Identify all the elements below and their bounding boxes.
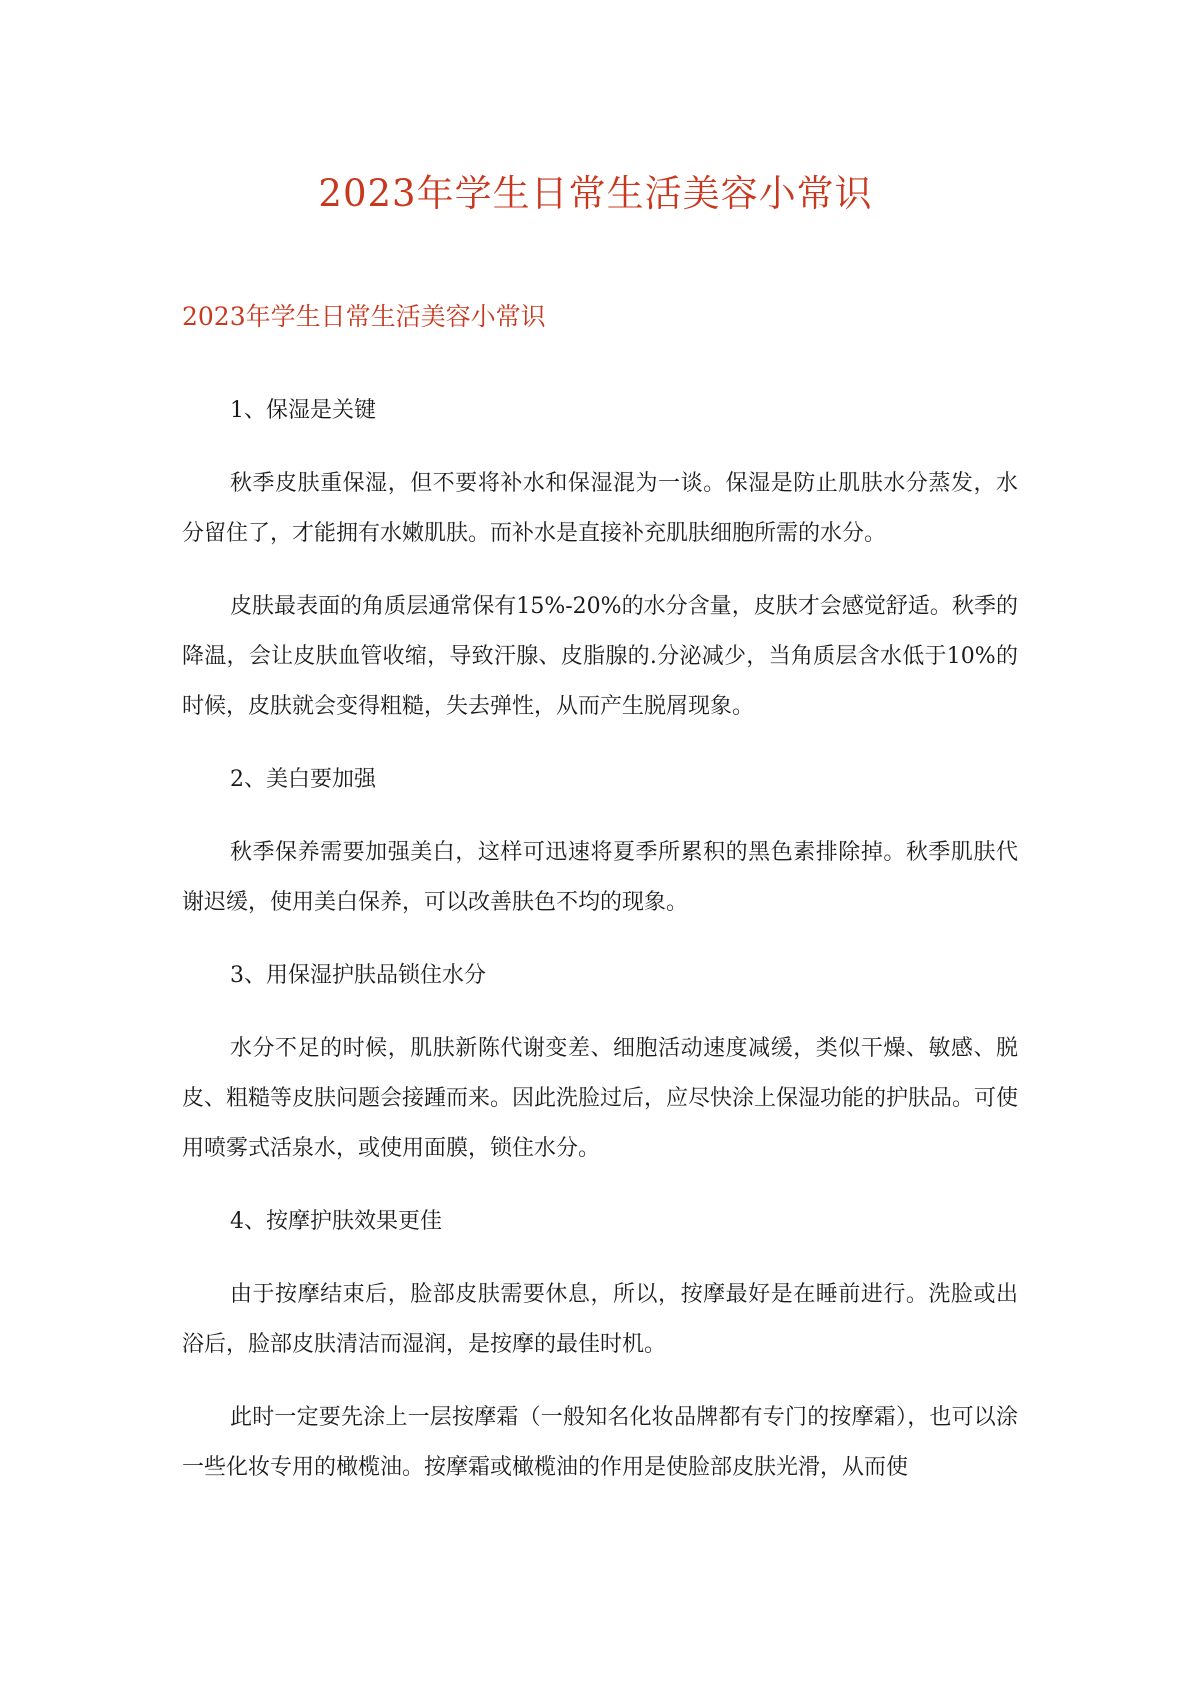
- paragraph: 水分不足的时候，肌肤新陈代谢变差、细胞活动速度减缓，类似干燥、敏感、脱皮、粗糙等皮肤问题会接踵而来。因此洗脸过后，应尽快涂上保湿功能的护肤品。可使用喷雾式活泉水，或使用面膜，锁住水分。: [182, 1036, 1019, 1161]
- paragraph: 秋季保养需要加强美白，这样可迅速将夏季所累积的黑色素排除掉。秋季肌肤代谢迟缓，使用美白保养，可以改善肤色不均的现象。: [182, 840, 1018, 915]
- subheading-lock-moisture: 3、用保湿护肤品锁住水分: [230, 963, 486, 988]
- paragraph: 此时一定要先涂上一层按摩霜（一般知名化妆品牌都有专门的按摩霜），也可以涂一些化妆专用的橄榄油。按摩霜或橄榄油的作用是使脸部皮肤光滑，从而使: [182, 1405, 1018, 1480]
- document-title: 2023年学生日常生活美容小常识: [318, 172, 873, 215]
- document-body: [182, 386, 1018, 1516]
- paragraph: 由于按摩结束后，脸部皮肤需要休息，所以，按摩最好是在睡前进行。洗脸或出浴后，脸部皮肤清洁而湿润，是按摩的最佳时机。: [182, 1282, 1018, 1357]
- subheading-whitening: 2、美白要加强: [230, 767, 376, 792]
- subheading-massage: 4、按摩护肤效果更佳: [230, 1209, 442, 1234]
- subheading-moisturizing: 1、保湿是关键: [230, 398, 376, 423]
- section-heading: 2023年学生日常生活美容小常识: [182, 302, 546, 331]
- paragraph: 秋季皮肤重保湿，但不要将补水和保湿混为一谈。保湿是防止肌肤水分蒸发，水分留住了，才能拥有水嫩肌肤。而补水是直接补充肌肤细胞所需的水分。: [182, 471, 1018, 546]
- paragraph: 皮肤最表面的角质层通常保有15%-20%的水分含量，皮肤才会感觉舒适。秋季的降温，会让皮肤血管收缩，导致汗腺、皮脂腺的.分泌减少，当角质层含水低于10%的时候，皮肤就会变得粗糙，失去弹性，从而产生脱屑现象。: [182, 594, 1018, 719]
